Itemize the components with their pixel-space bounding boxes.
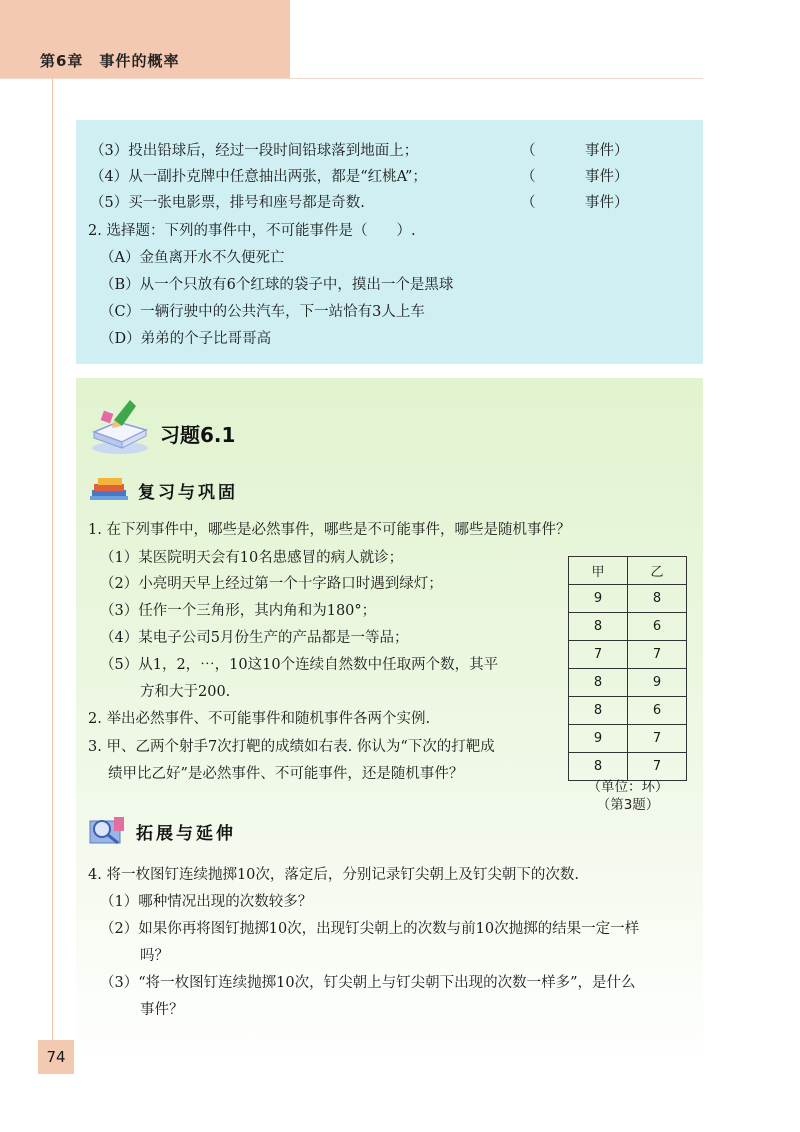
answer-event-label: 事件	[585, 169, 614, 185]
books-icon	[88, 476, 130, 502]
question-2: 2. 举出必然事件、不可能事件和随机事件各两个实例.	[88, 711, 431, 727]
option-c: （C）一辆行驶中的公共汽车，下一站恰有3人上车	[100, 304, 425, 320]
table-cell: 7	[628, 753, 687, 781]
answer-paren-close: ）	[614, 195, 629, 211]
table-row	[569, 669, 687, 697]
exercise-item-4: （4）从一副扑克牌中任意抽出两张，都是“红桃A”；	[90, 169, 427, 185]
table-cell: 8	[628, 585, 687, 613]
answer-paren-close: ）	[614, 143, 629, 159]
table-cell: 7	[628, 641, 687, 669]
question-1: 1. 在下列事件中，哪些是必然事件，哪些是不可能事件，哪些是随机事件？	[88, 522, 571, 538]
question-3: 3. 甲、乙两个射手7次打靶的成绩如右表. 你认为“下次的打靶成	[88, 739, 495, 755]
table-cell: 8	[569, 753, 628, 781]
answer-event-label: 事件	[585, 195, 614, 211]
book-pencil-icon	[88, 398, 152, 456]
table-cell: 9	[628, 669, 687, 697]
question-4-item-3: （3）“将一枚图钉连续抛掷10次，钉尖朝上与钉尖朝下出现的次数一样多”，是什么	[100, 975, 636, 991]
section-title-extension: 拓展与延伸	[136, 824, 236, 844]
table-cell: 6	[628, 613, 687, 641]
question-1-item-5-cont: 方和大于200.	[140, 684, 231, 700]
answer-paren-open: （	[521, 195, 536, 211]
question-4-item-1: （1）哪种情况出现的次数较多？	[100, 894, 313, 910]
margin-line	[52, 78, 53, 1068]
table-row	[569, 697, 687, 725]
table-row	[569, 585, 687, 613]
question-2-choice: 2. 选择题：下列的事件中，不可能事件是（ ）.	[88, 223, 416, 239]
question-4-item-3-cont: 事件？	[140, 1002, 184, 1018]
answer-paren-open: （	[521, 169, 536, 185]
table-cell: 9	[569, 725, 628, 753]
option-d: （D）弟弟的个子比哥哥高	[100, 331, 272, 347]
option-b: （B）从一个只放有6个红球的袋子中，摸出一个是黑球	[100, 277, 454, 293]
question-1-item-1: （1）某医院明天会有10名患感冒的病人就诊；	[100, 550, 404, 566]
magnifier-chart-icon	[88, 815, 128, 847]
table-unit: （单位：环）	[587, 779, 669, 795]
page-number: 74	[38, 1040, 74, 1074]
answer-paren-close: ）	[614, 169, 629, 185]
scores-table	[568, 556, 687, 781]
question-4-item-2-cont: 吗？	[140, 948, 169, 964]
exercise-item-3: （3）投出铅球后，经过一段时间铅球落到地面上；	[90, 143, 419, 159]
table-cell: 8	[569, 697, 628, 725]
question-3-cont: 绩甲比乙好”是必然事件、不可能事件，还是随机事件？	[108, 766, 464, 782]
table-header-yi: 乙	[628, 557, 687, 585]
table-cell: 9	[569, 585, 628, 613]
table-caption: （第3题）	[596, 797, 660, 813]
option-a: （A）金鱼离开水不久便死亡	[100, 250, 285, 266]
table-cell: 8	[569, 613, 628, 641]
section-title-review: 复习与巩固	[138, 483, 238, 503]
chapter-title: 第6章 事件的概率	[40, 52, 180, 70]
table-cell: 7	[628, 725, 687, 753]
table-cell: 6	[628, 697, 687, 725]
table-row	[569, 613, 687, 641]
question-1-item-2: （2）小亮明天早上经过第一个十字路口时遇到绿灯；	[100, 576, 443, 592]
answer-event-label: 事件	[585, 143, 614, 159]
table-cell: 8	[569, 669, 628, 697]
table-header-jia: 甲	[569, 557, 628, 585]
table-row	[569, 725, 687, 753]
answer-paren-open: （	[521, 143, 536, 159]
question-1-item-4: （4）某电子公司5月份生产的产品都是一等品；	[100, 630, 409, 646]
header-rule	[0, 78, 703, 79]
exercise-set-title: 习题6.1	[160, 423, 236, 447]
exercise-item-5: （5）买一张电影票，排号和座号都是奇数.	[90, 195, 365, 211]
question-4: 4. 将一枚图钉连续抛掷10次，落定后，分别记录钉尖朝上及钉尖朝下的次数.	[88, 867, 580, 883]
table-cell: 7	[569, 641, 628, 669]
table-header-row	[569, 557, 687, 585]
question-4-item-2: （2）如果你再将图钉抛掷10次，出现钉尖朝上的次数与前10次抛掷的结果一定一样	[100, 921, 640, 937]
table-row	[569, 641, 687, 669]
question-1-item-5: （5）从1，2，⋯，10这10个连续自然数中任取两个数，其平	[100, 657, 499, 673]
question-1-item-3: （3）任作一个三角形，其内角和为180°；	[100, 603, 377, 619]
